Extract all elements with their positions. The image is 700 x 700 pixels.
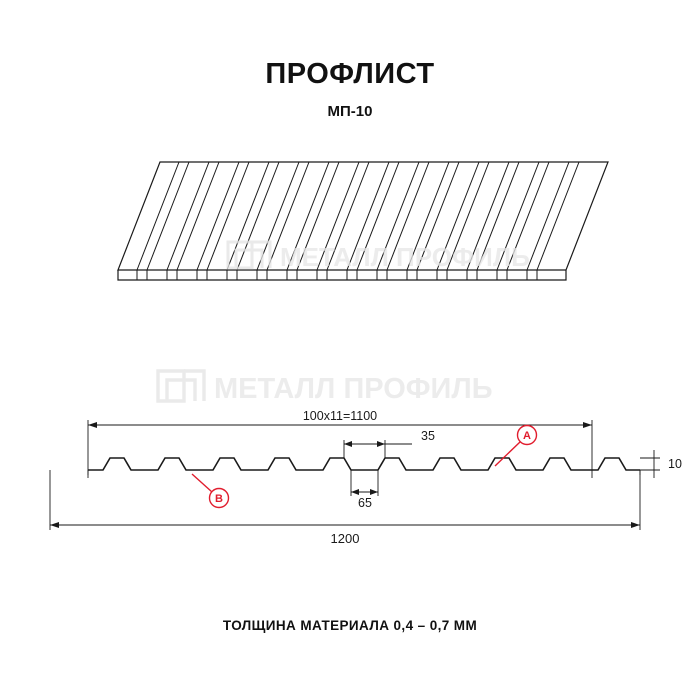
callout-a-label: A bbox=[523, 430, 531, 442]
dimension-pitch-total-label: 100x11=1100 bbox=[302, 409, 378, 423]
page-title: ПРОФЛИСТ bbox=[265, 58, 435, 90]
isometric-sheet-svg bbox=[40, 130, 660, 320]
callout-b-label: B bbox=[215, 493, 223, 505]
dimension-overall-width-label: 1200 bbox=[330, 531, 360, 546]
product-model: МП-10 bbox=[327, 103, 373, 120]
iso-profile-outline bbox=[118, 162, 608, 280]
watermark-text-2: МЕТАЛЛ ПРОФИЛЬ bbox=[214, 373, 493, 405]
profile-section-outline bbox=[88, 458, 640, 475]
isometric-sheet-figure bbox=[40, 130, 660, 320]
dimension-rib-top-label: 35 bbox=[421, 429, 435, 443]
dimension-rib-base bbox=[351, 470, 378, 496]
dimension-height-label: 10 bbox=[668, 457, 682, 471]
watermark-text: МЕТАЛЛ ПРОФИЛЬ bbox=[280, 242, 530, 272]
section-profile-svg bbox=[40, 370, 682, 570]
callout-a[interactable] bbox=[495, 426, 537, 467]
dimension-overall-width bbox=[50, 470, 640, 530]
callout-b[interactable] bbox=[192, 474, 229, 508]
dimension-height bbox=[640, 450, 660, 478]
material-thickness-note: ТОЛЩИНА МАТЕРИАЛА 0,4 – 0,7 ММ bbox=[222, 618, 478, 633]
section-profile-figure bbox=[40, 370, 682, 570]
dimension-rib-top bbox=[344, 440, 412, 458]
dimension-rib-base-label: 65 bbox=[358, 496, 372, 510]
